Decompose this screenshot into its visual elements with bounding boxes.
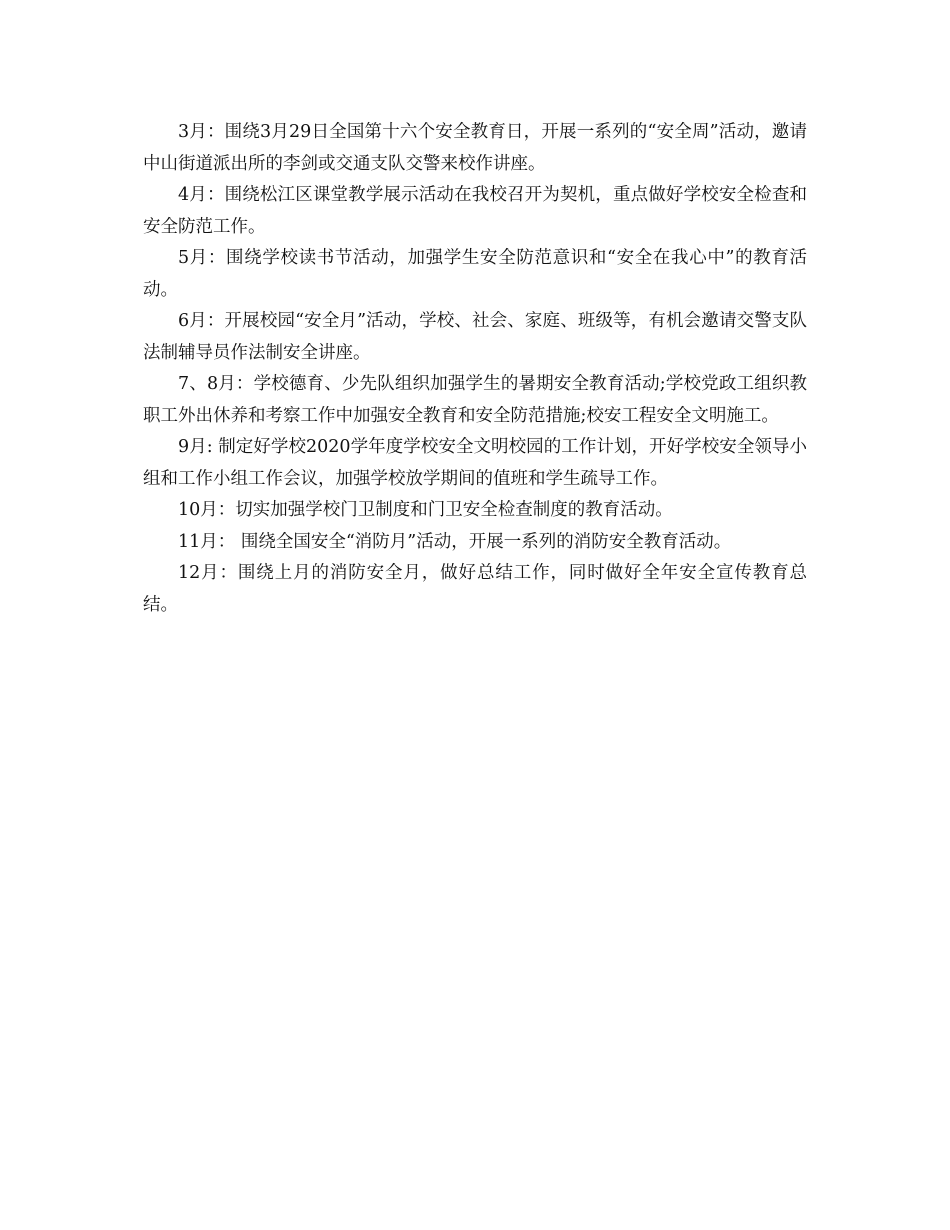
paragraph-november: 11月： 围绕全国安全“消防月”活动，开展一系列的消防安全教育活动。 bbox=[178, 531, 732, 552]
paragraph-may: 5月：围绕学校读书节活动，加强学生安全防范意识和“安全在我心中”的教育活动。 bbox=[143, 248, 807, 300]
paragraph-september: 9月: 制定好学校2020学年度学校安全文明校园的工作计划，开好学校安全领导小组和工作小组工作会议，加强学校放学期间的值班和学生疏导工作。 bbox=[143, 437, 807, 489]
paragraph-june: 6月：开展校园“安全月”活动，学校、社会、家庭、班级等，有机会邀请交警支队法制辅导员作法制安全讲座。 bbox=[143, 311, 807, 363]
paragraph-december: 12月：围绕上月的消防安全月，做好总结工作，同时做好全年安全宣传教育总结。 bbox=[143, 563, 807, 615]
paragraph-april: 4月：围绕松江区课堂教学展示活动在我校召开为契机，重点做好学校安全检查和安全防范工作。 bbox=[143, 185, 807, 237]
paragraph-july-august: 7、8月：学校德育、少先队组织加强学生的暑期安全教育活动;学校党政工组织教职工外出休养和考察工作中加强安全教育和安全防范措施;校安工程安全文明施工。 bbox=[143, 374, 807, 426]
paragraph-october: 10月：切实加强学校门卫制度和门卫安全检查制度的教育活动。 bbox=[178, 500, 673, 520]
paragraph-march: 3月：围绕3月29日全国第十六个安全教育日，开展一系列的“安全周”活动，邀请中山街道派出所的李剑或交通支队交警来校作讲座。 bbox=[143, 122, 807, 174]
document-body bbox=[143, 117, 807, 621]
